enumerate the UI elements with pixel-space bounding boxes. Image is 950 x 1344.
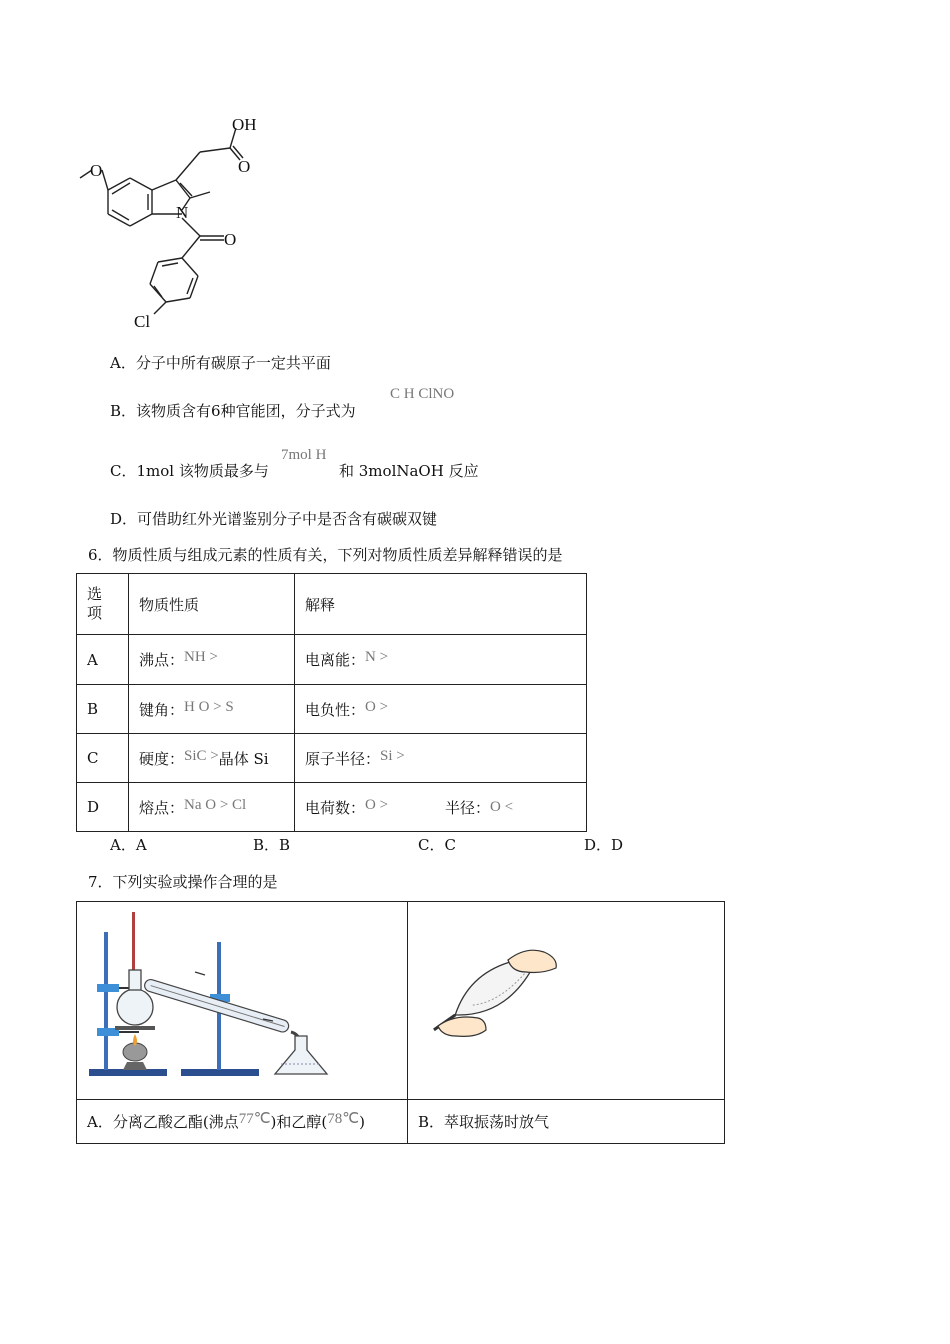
caption-a-prefix: A．分离乙酸乙酯(沸点: [87, 1113, 239, 1131]
chlorine-label: Cl: [134, 312, 151, 331]
property-formula: H O > S: [184, 698, 234, 715]
indomethacin-structure: [78, 108, 278, 333]
property-formula: SiC >: [184, 747, 219, 764]
property-label: 沸点：: [139, 651, 185, 669]
q5-option-b-text: B．该物质含有6种官能团，分子式为: [110, 402, 356, 420]
explanation-formula-2: O <: [490, 798, 514, 815]
nitrogen-label: N: [176, 203, 189, 222]
amide-o-label: O: [224, 230, 237, 249]
q7-figure-b-cell: [408, 902, 725, 1100]
q6-table: [76, 573, 587, 832]
q6-choice-b: B．B: [253, 836, 291, 854]
row-option: [77, 783, 129, 832]
caption-a-mid: )和乙醇(: [270, 1113, 328, 1131]
explanation-label: 电荷数：: [305, 798, 366, 817]
row-option: [77, 685, 129, 734]
row-property: [129, 685, 295, 734]
row-property: [129, 635, 295, 685]
table-row: [77, 734, 587, 783]
q6-choice-c: C．C: [418, 836, 456, 854]
row-property: [129, 783, 295, 832]
q6-choice-d: D．D: [584, 836, 624, 854]
q5-option-d: D．可借助红外光谱鉴别分子中是否含有碳碳双键: [110, 510, 438, 528]
q7-caption-a: [77, 1100, 408, 1144]
q5-option-a: A．分子中所有碳原子一定共平面: [110, 354, 331, 372]
row-option: [77, 734, 129, 783]
option-letter: D: [87, 798, 100, 816]
carbonyl-o-label: O: [238, 157, 251, 176]
row-property: [129, 734, 295, 783]
oh-label: OH: [232, 115, 257, 134]
caption-a-suffix: ): [359, 1113, 365, 1131]
caption-b-text: B．萃取振荡时放气: [418, 1113, 550, 1131]
q5-option-b: [110, 400, 356, 421]
table-row: [77, 1100, 725, 1144]
header-label: 解释: [305, 595, 336, 614]
q5-option-c-prefix: C．1mol 该物质最多与: [110, 462, 269, 480]
explanation-formula: O >: [365, 698, 389, 715]
table-row: [77, 685, 587, 734]
q5-option-c-suffix: 和 3molNaOH 反应: [339, 462, 479, 480]
caption-a-temp1: 77℃: [238, 1111, 271, 1127]
table-row: [77, 574, 587, 635]
explanation-formula: Si >: [380, 747, 405, 764]
table-row: [77, 783, 587, 832]
q5-option-c: [110, 460, 269, 481]
property-label: 硬度：: [139, 749, 185, 768]
q5-option-c-formula: 7mol H: [281, 447, 327, 463]
row-explanation: [295, 783, 587, 832]
property-label: 键角：: [139, 700, 185, 719]
property-suffix: 晶体 Si: [218, 749, 269, 768]
explanation-label-2: 半径：: [445, 798, 491, 817]
methoxy-o-label: O: [90, 161, 103, 180]
q7-table: [76, 901, 725, 1144]
q7-figure-a-cell: [77, 902, 408, 1100]
q7-stem: 7．下列实验或操作合理的是: [88, 873, 278, 891]
row-option: [77, 635, 129, 685]
q6-header-option: [77, 574, 129, 635]
row-explanation: [295, 734, 587, 783]
property-label: 熔点：: [139, 798, 185, 817]
explanation-label: 原子半径：: [305, 749, 381, 768]
explanation-label: 电离能：: [305, 651, 366, 669]
property-formula: Na O > Cl: [184, 796, 247, 813]
explanation-formula: O >: [365, 796, 389, 813]
option-letter: A: [87, 650, 98, 669]
row-explanation: [295, 635, 587, 685]
q6-header-explanation: [295, 574, 587, 635]
table-row: [77, 902, 725, 1100]
header-label: 选项: [87, 585, 103, 622]
header-label: 物质性质: [139, 595, 200, 614]
explanation-formula: N >: [365, 649, 389, 665]
separatory-funnel-shaking-figure: [408, 902, 724, 1095]
q5-option-b-formula: C H ClNO: [390, 386, 455, 402]
row-explanation: [295, 685, 587, 734]
q7-caption-b: [408, 1100, 725, 1144]
property-formula: NH >: [184, 649, 218, 665]
q6-stem: 6．物质性质与组成元素的性质有关，下列对物质性质差异解释错误的是: [88, 546, 563, 564]
distillation-apparatus-figure: [77, 902, 407, 1095]
q6-choice-a: A．A: [110, 836, 147, 854]
explanation-label: 电负性：: [305, 700, 366, 719]
q6-header-property: [129, 574, 295, 635]
table-row: [77, 635, 587, 685]
option-letter: B: [87, 700, 99, 718]
option-letter: C: [87, 749, 99, 767]
caption-a-temp2: 78℃: [327, 1111, 360, 1127]
